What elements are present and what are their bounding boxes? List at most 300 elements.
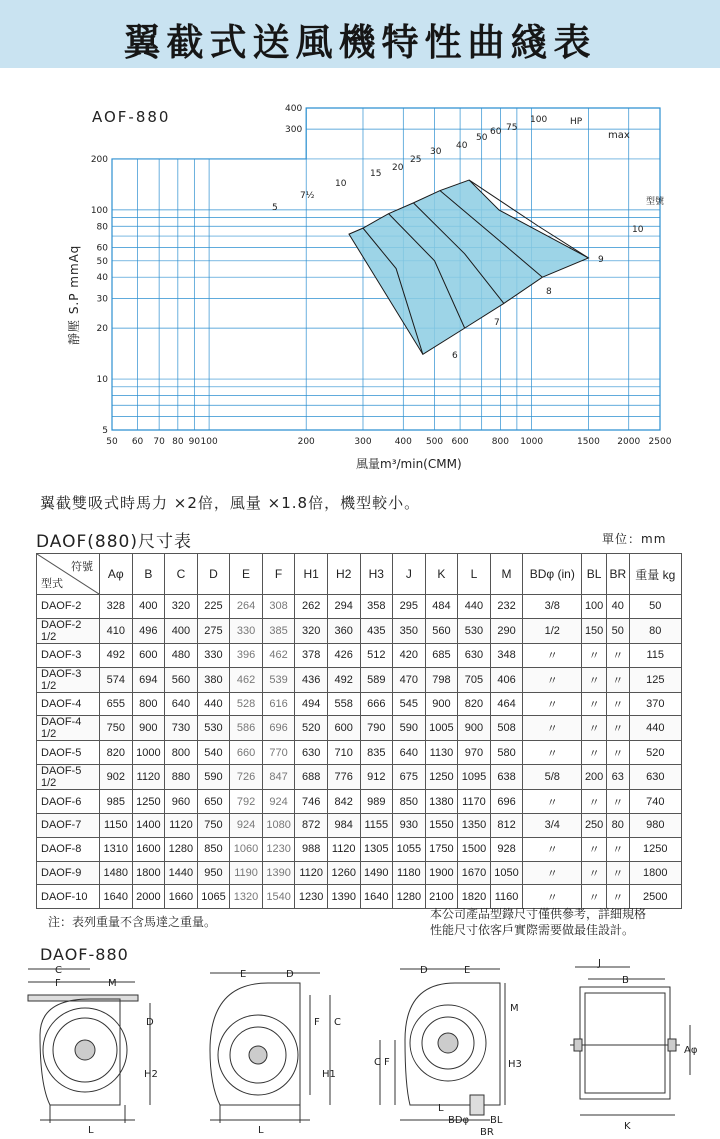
dim-label: BDφ (448, 1115, 470, 1126)
value-cell: 900 (425, 692, 458, 716)
table-row (37, 741, 682, 765)
value-cell: 912 (360, 765, 393, 790)
dim-label: K (624, 1121, 631, 1132)
value-cell: 400 (165, 618, 198, 643)
y-tick-label: 30 (96, 294, 108, 305)
value-cell: 〃 (582, 885, 607, 909)
value-cell: 308 (262, 595, 295, 619)
page-title: 翼截式送風機特性曲綫表 (123, 21, 597, 64)
value-cell: 512 (360, 643, 393, 667)
value-cell: 〃 (523, 741, 582, 765)
value-cell: 820 (458, 692, 491, 716)
value-cell: 835 (360, 741, 393, 765)
value-cell: 〃 (582, 741, 607, 765)
value-cell: 1170 (458, 790, 491, 814)
value-cell: 820 (100, 741, 133, 765)
hp-label: 60 (490, 127, 502, 137)
fan-side-view-drawing (210, 973, 330, 1123)
dim-label: L (258, 1125, 264, 1136)
x-tick-label: 2000 (617, 437, 641, 447)
model-cell: DAOF-2 (37, 595, 100, 619)
value-cell: 350 (393, 618, 426, 643)
value-cell: 520 (629, 741, 681, 765)
column-header: D (197, 554, 230, 595)
value-cell: 989 (360, 790, 393, 814)
value-cell: 1250 (132, 790, 165, 814)
y-tick-label: 100 (90, 205, 108, 216)
dim-label: F (314, 1017, 320, 1028)
value-cell: 586 (230, 716, 263, 741)
y-tick-label: 10 (96, 375, 108, 386)
dim-label: L (88, 1125, 94, 1136)
y-tick-label: 80 (96, 222, 108, 233)
x-tick-label: 800 (491, 437, 509, 447)
value-cell: 1800 (132, 861, 165, 885)
y-axis-label: 靜壓 S.P mmAq (67, 244, 81, 345)
value-cell: 980 (629, 813, 681, 837)
value-cell: 492 (327, 667, 360, 692)
value-cell: 900 (132, 716, 165, 741)
value-cell: 462 (262, 643, 295, 667)
x-tick-label: 70 (153, 437, 165, 447)
value-cell: 〃 (582, 692, 607, 716)
value-cell: 530 (458, 618, 491, 643)
table-row (37, 716, 682, 741)
table-header-row (37, 554, 682, 595)
value-cell: 1250 (629, 837, 681, 861)
column-header: L (458, 554, 491, 595)
dim-label: C (55, 965, 62, 976)
value-cell: 985 (100, 790, 133, 814)
value-cell: 740 (629, 790, 681, 814)
value-cell: 〃 (582, 643, 607, 667)
column-header: H1 (295, 554, 328, 595)
y-tick-label: 200 (90, 154, 108, 165)
x-tick-label: 600 (451, 437, 469, 447)
y-tick-label: 40 (96, 273, 108, 284)
value-cell: 746 (295, 790, 328, 814)
table-row (37, 790, 682, 814)
value-cell: 1320 (230, 885, 263, 909)
value-cell: 1900 (425, 861, 458, 885)
column-header: C (165, 554, 198, 595)
dim-label: H3 (508, 1059, 522, 1070)
value-cell: 406 (490, 667, 523, 692)
dim-label: M (510, 1003, 519, 1014)
value-cell: 928 (490, 837, 523, 861)
value-cell: 1/2 (523, 618, 582, 643)
x-tick-label: 1500 (576, 437, 600, 447)
value-cell: 750 (100, 716, 133, 741)
y-tick-label: 20 (96, 324, 108, 335)
size-label: 7 (494, 318, 500, 328)
hp-label: 5 (272, 203, 278, 213)
value-cell: 638 (490, 765, 523, 790)
performance-chart-svg (0, 100, 720, 480)
value-cell: 〃 (582, 790, 607, 814)
value-cell: 320 (165, 595, 198, 619)
dim-label: D (420, 965, 428, 976)
unit-label: 單位：mm (602, 532, 667, 546)
hp-label: 20 (392, 163, 404, 173)
value-cell: 1390 (262, 861, 295, 885)
value-cell: 275 (197, 618, 230, 643)
value-cell: 1305 (360, 837, 393, 861)
column-header: BL (582, 554, 607, 595)
value-cell: 847 (262, 765, 295, 790)
disclaimer-line-1: 本公司產品型錄尺寸僅供參考，詳細規格 (430, 907, 647, 921)
value-cell: 80 (606, 813, 629, 837)
value-cell: 792 (230, 790, 263, 814)
value-cell: 440 (458, 595, 491, 619)
value-cell: 225 (197, 595, 230, 619)
value-cell: 496 (132, 618, 165, 643)
weight-footnote: 注：表列重量不含馬達之重量。 (48, 915, 217, 929)
value-cell: 2500 (629, 885, 681, 909)
value-cell: 262 (295, 595, 328, 619)
model-cell: DAOF-2 1/2 (37, 618, 100, 643)
value-cell: 80 (629, 618, 681, 643)
value-cell: 660 (230, 741, 263, 765)
value-cell: 〃 (523, 885, 582, 909)
value-cell: 328 (100, 595, 133, 619)
x-axis-label: 風量m³/min(CMM) (356, 457, 462, 471)
value-cell: 574 (100, 667, 133, 692)
value-cell: 520 (295, 716, 328, 741)
hp-label: 40 (456, 141, 468, 151)
value-cell: 〃 (582, 667, 607, 692)
fan-front-view-drawing (28, 969, 150, 1123)
hp-label: 10 (335, 179, 347, 189)
performance-chart (0, 100, 720, 480)
value-cell: 〃 (523, 790, 582, 814)
corner-bottom-label: 型式 (41, 578, 63, 590)
hp-label: 30 (430, 147, 442, 157)
value-cell: 688 (295, 765, 328, 790)
value-cell: 640 (165, 692, 198, 716)
value-cell: 50 (629, 595, 681, 619)
dim-label: E (464, 965, 471, 976)
value-cell: 1160 (490, 885, 523, 909)
disclaimer-line-2: 性能尺寸依客戶實際需要做最佳設計。 (430, 923, 635, 937)
chart-model-label: AOF-880 (92, 108, 171, 126)
value-cell: 1500 (458, 837, 491, 861)
value-cell: 1400 (132, 813, 165, 837)
dim-label: H1 (322, 1069, 336, 1080)
value-cell: 798 (425, 667, 458, 692)
y-tick-label: 60 (96, 243, 108, 254)
value-cell: 590 (197, 765, 230, 790)
x-tick-label: 200 (297, 437, 315, 447)
table-row (37, 837, 682, 861)
value-cell: 950 (197, 861, 230, 885)
value-cell: 540 (197, 741, 230, 765)
x-tick-label: 400 (394, 437, 412, 447)
value-cell: 〃 (606, 741, 629, 765)
value-cell: 200 (582, 765, 607, 790)
dim-label: C (374, 1057, 381, 1068)
value-cell: 1800 (629, 861, 681, 885)
value-cell: 850 (197, 837, 230, 861)
value-cell: 696 (262, 716, 295, 741)
value-cell: 348 (490, 643, 523, 667)
value-cell: 776 (327, 765, 360, 790)
column-header: K (425, 554, 458, 595)
value-cell: 〃 (523, 692, 582, 716)
value-cell: 380 (197, 667, 230, 692)
value-cell: 484 (425, 595, 458, 619)
dimension-table (36, 553, 682, 909)
value-cell: 1190 (230, 861, 263, 885)
value-cell: 696 (490, 790, 523, 814)
value-cell: 1120 (132, 765, 165, 790)
value-cell: 1155 (360, 813, 393, 837)
column-header: 重量 kg (629, 554, 681, 595)
value-cell: 1670 (458, 861, 491, 885)
dim-label: J (598, 958, 601, 969)
value-cell: 790 (360, 716, 393, 741)
value-cell: 616 (262, 692, 295, 716)
value-cell: 400 (132, 595, 165, 619)
dim-label: D (146, 1017, 154, 1028)
value-cell: 666 (360, 692, 393, 716)
value-cell: 630 (295, 741, 328, 765)
value-cell: 462 (230, 667, 263, 692)
value-cell: 1120 (165, 813, 198, 837)
value-cell: 435 (360, 618, 393, 643)
model-cell: DAOF-10 (37, 885, 100, 909)
value-cell: 1095 (458, 765, 491, 790)
value-cell: 650 (197, 790, 230, 814)
value-cell: 〃 (523, 837, 582, 861)
value-cell: 410 (100, 618, 133, 643)
value-cell: 〃 (606, 837, 629, 861)
fan-top-view-drawing (570, 967, 690, 1115)
value-cell: 630 (629, 765, 681, 790)
value-cell: 464 (490, 692, 523, 716)
value-cell: 1150 (100, 813, 133, 837)
hp-label: 25 (410, 155, 422, 165)
value-cell: 1550 (425, 813, 458, 837)
model-cell: DAOF-5 (37, 741, 100, 765)
value-cell: 1440 (165, 861, 198, 885)
value-cell: 1280 (165, 837, 198, 861)
double-inlet-note: 翼截雙吸式時馬力 ×2倍，風量 ×1.8倍，機型較小。 (40, 494, 421, 512)
table-row (37, 618, 682, 643)
value-cell: 600 (327, 716, 360, 741)
value-cell: 1280 (393, 885, 426, 909)
value-cell: 〃 (606, 643, 629, 667)
value-cell: 1180 (393, 861, 426, 885)
value-cell: 〃 (523, 667, 582, 692)
column-header: H3 (360, 554, 393, 595)
x-tick-label: 300 (354, 437, 372, 447)
column-header: M (490, 554, 523, 595)
fan-dimension-drawings (0, 955, 720, 1139)
value-cell: 1065 (197, 885, 230, 909)
value-cell: 924 (262, 790, 295, 814)
value-cell: 1490 (360, 861, 393, 885)
value-cell: 1480 (100, 861, 133, 885)
dim-label: B (622, 975, 629, 986)
fan-rear-view-drawing (380, 969, 505, 1120)
value-cell: 1640 (360, 885, 393, 909)
value-cell: 385 (262, 618, 295, 643)
value-cell: 250 (582, 813, 607, 837)
value-cell: 396 (230, 643, 263, 667)
value-cell: 1750 (425, 837, 458, 861)
value-cell: 590 (393, 716, 426, 741)
dim-label: BL (490, 1115, 503, 1126)
table-row (37, 643, 682, 667)
value-cell: 558 (327, 692, 360, 716)
hp-label: 75 (506, 123, 518, 133)
value-cell: 1350 (458, 813, 491, 837)
value-cell: 640 (393, 741, 426, 765)
value-cell: 730 (165, 716, 198, 741)
dim-label: E (240, 969, 247, 980)
value-cell: 842 (327, 790, 360, 814)
value-cell: 600 (132, 643, 165, 667)
value-cell: 436 (295, 667, 328, 692)
value-cell: 1005 (425, 716, 458, 741)
column-header: E (230, 554, 263, 595)
column-header: H2 (327, 554, 360, 595)
title-banner (0, 0, 720, 68)
value-cell: 3/4 (523, 813, 582, 837)
value-cell: 560 (425, 618, 458, 643)
table-row (37, 765, 682, 790)
corner-cell (37, 554, 100, 595)
value-cell: 100 (582, 595, 607, 619)
value-cell: 655 (100, 692, 133, 716)
column-header: B (132, 554, 165, 595)
dim-label: D (286, 969, 294, 980)
value-cell: 440 (197, 692, 230, 716)
value-cell: 694 (132, 667, 165, 692)
value-cell: 330 (197, 643, 230, 667)
column-header: F (262, 554, 295, 595)
value-cell: 1080 (262, 813, 295, 837)
model-cell: DAOF-6 (37, 790, 100, 814)
value-cell: 320 (295, 618, 328, 643)
value-cell: 1060 (230, 837, 263, 861)
value-cell: 900 (458, 716, 491, 741)
value-cell: 〃 (582, 716, 607, 741)
value-cell: 880 (165, 765, 198, 790)
value-cell: 984 (327, 813, 360, 837)
x-tick-label: 90 (188, 437, 201, 447)
model-cell: DAOF-5 1/2 (37, 765, 100, 790)
model-cell: DAOF-4 1/2 (37, 716, 100, 741)
value-cell: 988 (295, 837, 328, 861)
value-cell: 1820 (458, 885, 491, 909)
model-cell: DAOF-7 (37, 813, 100, 837)
model-cell: DAOF-3 1/2 (37, 667, 100, 692)
value-cell: 902 (100, 765, 133, 790)
model-cell: DAOF-4 (37, 692, 100, 716)
x-tick-label: 100 (200, 437, 218, 447)
x-tick-label: 1000 (520, 437, 544, 447)
disclaimer-footnote (430, 906, 646, 938)
size-label: 型號 (646, 197, 665, 207)
value-cell: 〃 (582, 861, 607, 885)
value-cell: 492 (100, 643, 133, 667)
value-cell: 872 (295, 813, 328, 837)
value-cell: 1120 (295, 861, 328, 885)
max-label: max (608, 130, 630, 141)
size-label: 10 (632, 225, 644, 235)
hp-label: 100 (530, 115, 548, 125)
value-cell: 970 (458, 741, 491, 765)
table-row (37, 667, 682, 692)
x-tick-label: 80 (172, 437, 184, 447)
value-cell: 1310 (100, 837, 133, 861)
value-cell: 924 (230, 813, 263, 837)
value-cell: 294 (327, 595, 360, 619)
value-cell: 1130 (425, 741, 458, 765)
value-cell: 〃 (606, 667, 629, 692)
x-tick-label: 60 (131, 437, 144, 447)
value-cell: 812 (490, 813, 523, 837)
value-cell: 295 (393, 595, 426, 619)
value-cell: 3/8 (523, 595, 582, 619)
value-cell: 40 (606, 595, 629, 619)
model-cell: DAOF-3 (37, 643, 100, 667)
value-cell: 426 (327, 643, 360, 667)
dim-label: F (55, 978, 61, 989)
dim-label: H2 (144, 1069, 158, 1080)
value-cell: 378 (295, 643, 328, 667)
value-cell: 115 (629, 643, 681, 667)
dim-label: M (108, 978, 117, 989)
value-cell: 705 (458, 667, 491, 692)
value-cell: 800 (132, 692, 165, 716)
value-cell: 150 (582, 618, 607, 643)
dim-label: L (438, 1103, 444, 1114)
value-cell: 1380 (425, 790, 458, 814)
value-cell: 1390 (327, 885, 360, 909)
value-cell: 1540 (262, 885, 295, 909)
value-cell: 〃 (582, 837, 607, 861)
value-cell: 420 (393, 643, 426, 667)
value-cell: 1230 (295, 885, 328, 909)
value-cell: 850 (393, 790, 426, 814)
value-cell: 470 (393, 667, 426, 692)
table-row (37, 692, 682, 716)
value-cell: 530 (197, 716, 230, 741)
value-cell: 800 (165, 741, 198, 765)
corner-top-label: 符號 (71, 561, 93, 573)
value-cell: 63 (606, 765, 629, 790)
value-cell: 494 (295, 692, 328, 716)
value-cell: 〃 (606, 885, 629, 909)
y-tick-label: 50 (96, 256, 108, 267)
x-tick-label: 500 (425, 437, 444, 447)
y-tick-label: 5 (102, 426, 108, 436)
column-header: BDφ (in) (523, 554, 582, 595)
value-cell: 528 (230, 692, 263, 716)
value-cell: 2000 (132, 885, 165, 909)
value-cell: 930 (393, 813, 426, 837)
table-row (37, 813, 682, 837)
column-header: Aφ (100, 554, 133, 595)
value-cell: 630 (458, 643, 491, 667)
value-cell: 125 (629, 667, 681, 692)
value-cell: 50 (606, 618, 629, 643)
value-cell: 1660 (165, 885, 198, 909)
value-cell: 440 (629, 716, 681, 741)
